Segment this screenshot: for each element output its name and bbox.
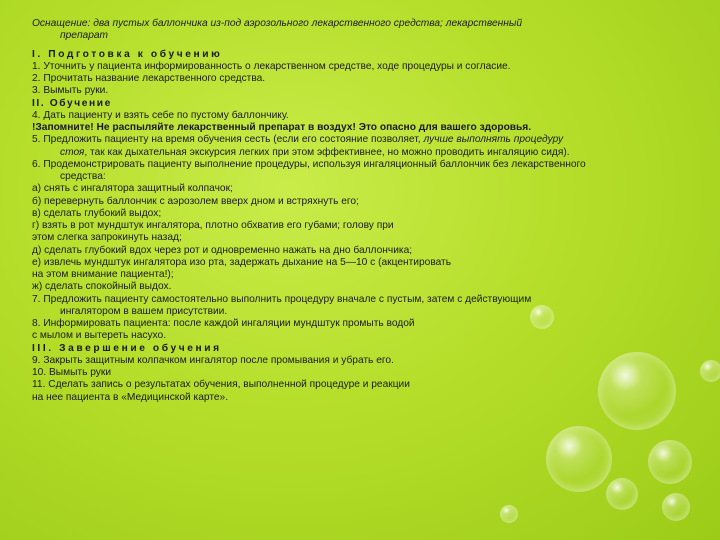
instruction-document — [32, 18, 702, 404]
equipment-text: два пустых баллончика из-под аэрозольного лекарственного средства; лекарственный — [90, 18, 522, 29]
equipment-label: Оснащение: — [32, 18, 91, 29]
substep-e-cont: на этом внимание пациента!); — [32, 269, 174, 280]
equipment-line-cont: препарат — [60, 30, 109, 42]
decorative-bubble — [500, 505, 518, 523]
step-5 — [32, 134, 702, 146]
substep-g: г) взять в рот мундштук ингалятора, плотно обхватив его губами; голову при — [32, 220, 394, 231]
step-5-text-cont: , так как дыхательная экскурсия легких при этом эффективнее, но можно проводить ингаляцию сидя). — [84, 146, 570, 158]
warning-remember: !Запомните! Не распыляйте лекарственный препарат в воздух! Это опасно для вашего здоровья. — [32, 122, 532, 133]
substep-e: е) извлечь мундштук ингалятора изо рта, задержать дыхание на 5—10 с (акцентировать — [32, 256, 452, 268]
step-9: 9. Закрыть защитным колпачком ингалятор после промывания и убрать его. — [32, 354, 394, 366]
section-heading-training: II. Обучение — [32, 97, 112, 109]
substep-v: в) сделать глубокий выдох; — [32, 207, 162, 219]
step-3: 3. Вымыть руки. — [32, 85, 109, 97]
substep-zh: ж) сделать спокойный выдох. — [32, 281, 172, 293]
decorative-bubble — [662, 493, 690, 521]
substep-d: д) сделать глубокий вдох через рот и одновременно нажать на дно баллончика; — [32, 244, 413, 256]
step-2: 2. Прочитать название лекарственного средства. — [32, 73, 266, 84]
decorative-bubble — [700, 360, 720, 382]
substep-b: б) перевернуть баллончик с аэрозолем вверх дном и встряхнуть его; — [32, 195, 359, 207]
step-8-cont: с мылом и вытереть насухо. — [32, 330, 167, 342]
section-heading-preparation: I. Подготовка к обучению — [32, 48, 223, 60]
step-1: 1. Уточнить у пациента информированность о лекарственном средстве, ходе процедуры и согласие. — [32, 60, 511, 72]
step-5-cont — [32, 147, 702, 159]
equipment-line — [32, 18, 702, 30]
step-10: 10. Вымыть руки — [32, 367, 112, 378]
step-6: 6. Продемонстрировать пациенту выполнение процедуры, используя ингаляционный баллончик без лекарственного — [32, 158, 586, 170]
step-8: 8. Информировать пациента: после каждой ингаляции мундштук промыть водой — [32, 318, 415, 329]
step-5-italic: лучше выполнять процедуру — [423, 134, 564, 146]
step-5-italic-cont: стоя — [60, 146, 85, 158]
section-heading-finish: III. Завершение обучения — [32, 342, 222, 354]
decorative-bubble — [648, 440, 692, 484]
step-4: 4. Дать пациенту и взять себе по пустому баллончику. — [32, 109, 289, 121]
step-6-cont: средства: — [60, 171, 106, 182]
substep-a: а) снять с ингалятора защитный колпачок; — [32, 183, 233, 195]
step-7-cont: ингалятором в вашем присутствии. — [60, 305, 228, 317]
step-7: 7. Предложить пациенту самостоятельно выполнить процедуру вначале с пустым, затем с действующим — [32, 293, 532, 305]
substep-g-cont: этом слегка запрокинуть назад; — [32, 232, 182, 244]
step-11: 11. Сделать запись о результатах обучения, выполненной процедуре и реакции — [32, 379, 410, 391]
decorative-bubble — [546, 426, 612, 492]
decorative-bubble — [606, 478, 638, 510]
step-5-text: 5. Предложить пациенту на время обучения сесть (если его состояние позволяет, — [32, 134, 424, 146]
step-11-cont: на нее пациента в «Медицинской карте». — [32, 391, 229, 403]
